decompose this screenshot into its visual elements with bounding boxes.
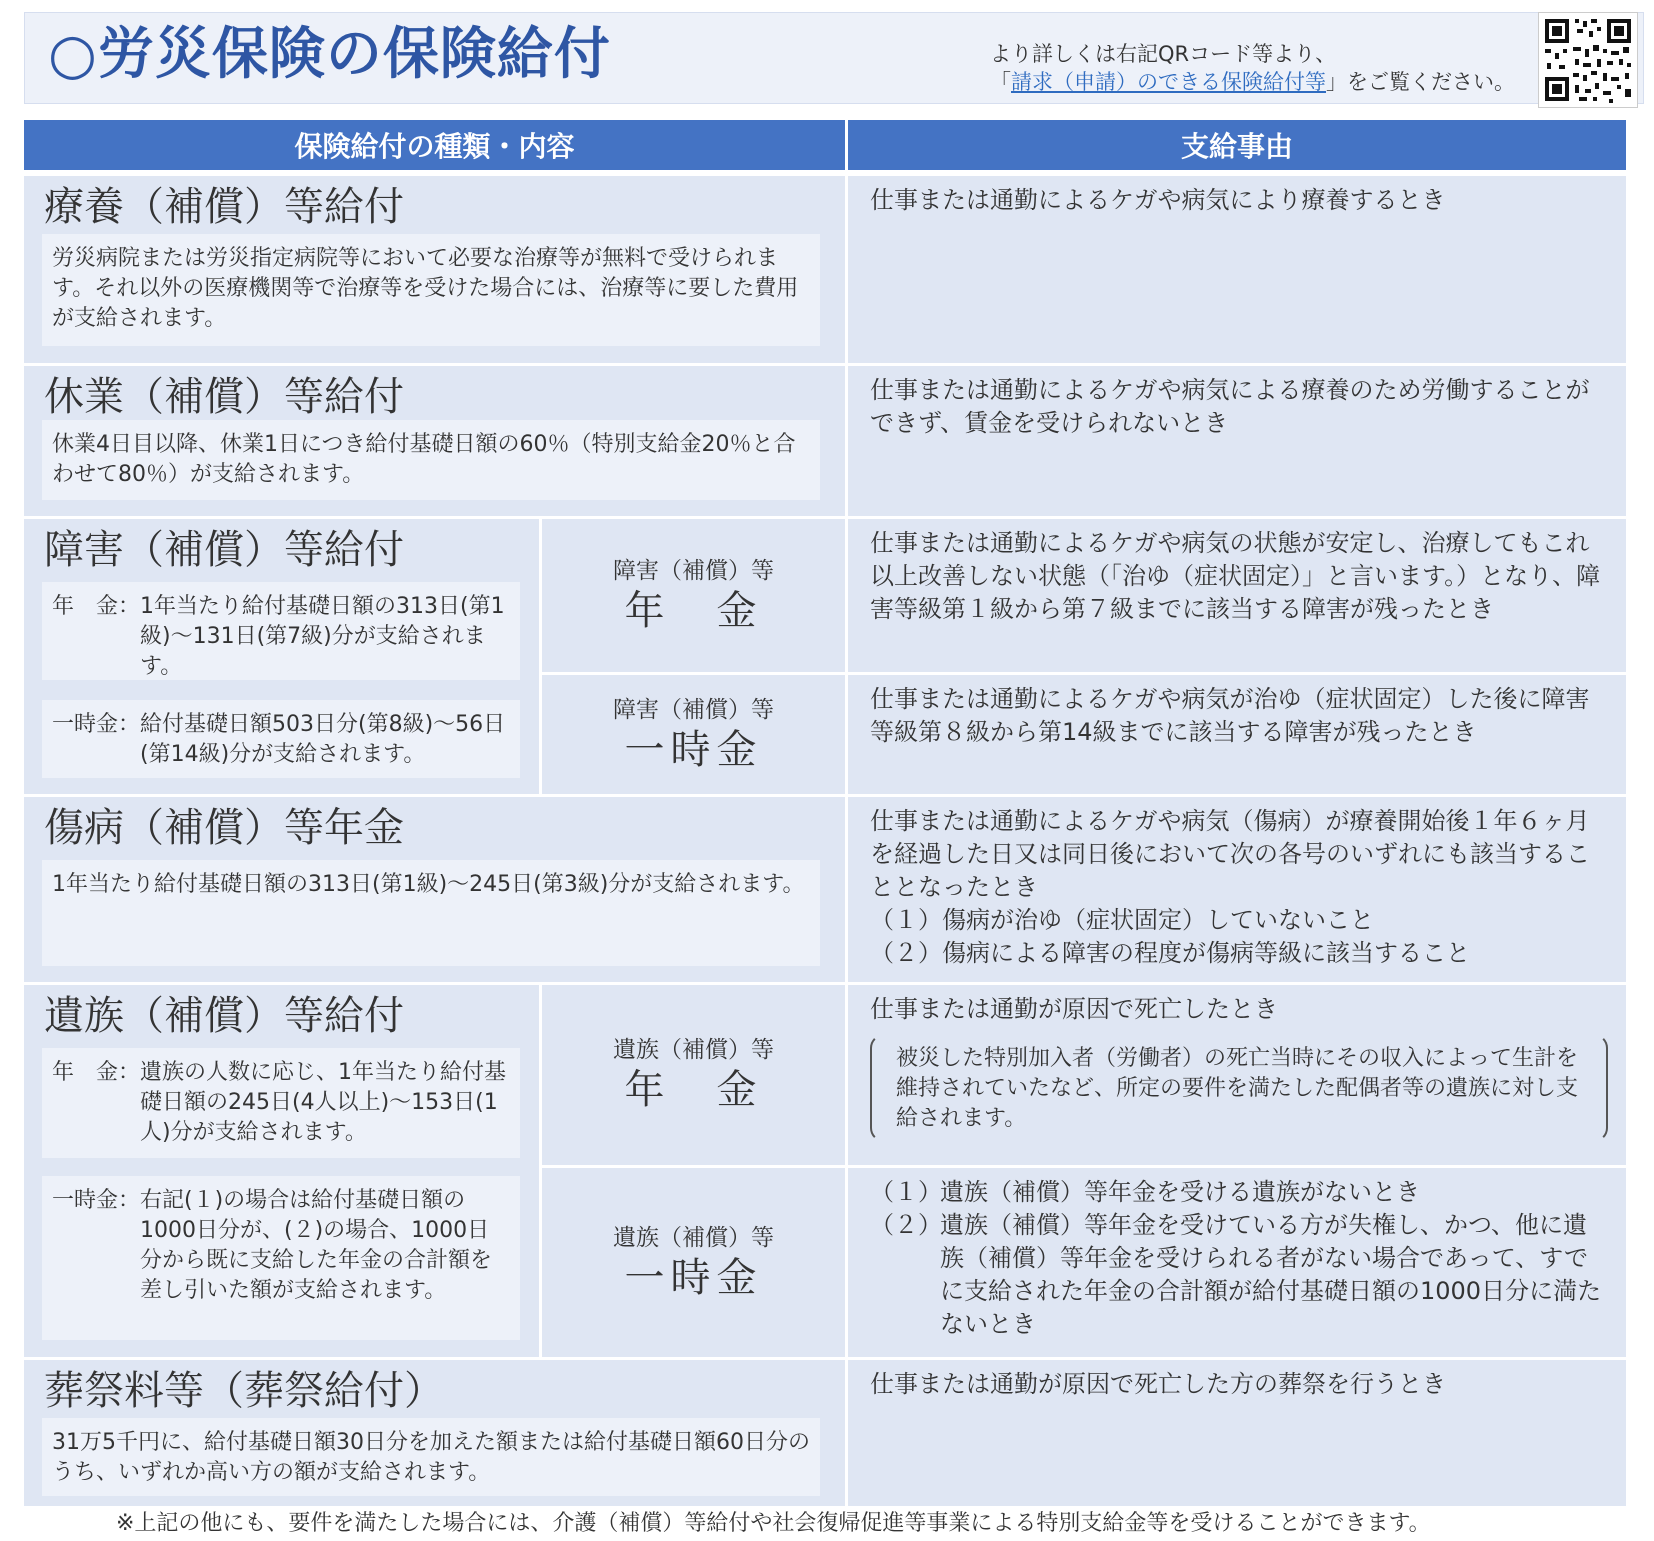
izoku-sub-ichiji-top: 遺族（補償）等	[613, 1224, 774, 1251]
izoku-list-item-1	[870, 1176, 1604, 1209]
row-ryoyo-title: 療養（補償）等給付	[44, 184, 404, 230]
benefits-link[interactable]: 請求（申請）のできる保険給付等	[1011, 70, 1326, 94]
column-header-type: 保険給付の種類・内容	[24, 120, 845, 170]
label-izoku-nenkin: 年 金：	[52, 1060, 141, 1085]
column-header-reason: 支給事由	[848, 120, 1626, 170]
sub-nenkin-top: 障害（補償）等	[613, 557, 774, 584]
sub-ichiji-top: 障害（補償）等	[613, 696, 774, 723]
izoku-sub-nenkin-bottom: 年 金	[624, 1067, 763, 1113]
row-shobyo-desc: 1年当たり給付基礎日額の313日(第1級)～245日(第3級)分が支給されます。	[42, 860, 820, 966]
row-izoku-reason1-text: 仕事または通勤が原因で死亡したとき	[870, 995, 1278, 1023]
row-sosai-title: 葬祭料等（葬祭給付）	[44, 1368, 444, 1414]
sub-nenkin-bottom: 年 金	[624, 587, 763, 634]
row-shobyo-item1: （１）傷病が治ゆ（症状固定）していないこと	[870, 906, 1374, 934]
header-note	[990, 40, 1540, 96]
row-shogai-reason1: 仕事または通勤によるケガや病気の状態が安定し、治療してもこれ以上改善しない状態（「治ゆ（症状固定）」と言います。）となり、障害等級第１級から第７級までに該当する障害が残ったとき	[848, 519, 1626, 672]
row-shogai-sub-nenkin	[542, 519, 845, 672]
header-note-suffix: 」をご覧ください。	[1326, 70, 1515, 94]
footnote: ※上記の他にも、要件を満たした場合には、介護（補償）等給付や社会復帰促進等事業による特別支給金等を受けることができます。	[116, 1511, 1431, 1536]
izoku-item2-number: （２）	[870, 1211, 942, 1239]
label-ichiji: 一時金：	[52, 712, 141, 737]
row-shobyo-item2: （２）傷病による障害の程度が傷病等級に該当すること	[870, 939, 1470, 967]
row-kyugyo-desc: 休業4日目以降、休業1日につき給付基礎日額の60％（特別支給金20％と合わせて80％）が支給されます。	[42, 420, 820, 500]
row-sosai-desc: 31万5千円に、給付基礎日額30日分を加えた額または給付基礎日額60日分のうち、いずれか高い方の額が支給されます。	[42, 1418, 820, 1496]
qr-code-graphic	[1539, 13, 1637, 107]
row-shogai-sub-ichiji	[542, 675, 845, 794]
header-note-prefix: 「	[990, 70, 1011, 94]
row-shogai-ichiji-desc	[42, 700, 520, 778]
row-izoku-sub-ichiji	[542, 1168, 845, 1357]
row-shogai-reason2: 仕事または通勤によるケガや病気が治ゆ（症状固定）した後に障害等級第８級から第14級までに該当する障害が残ったとき	[848, 675, 1626, 794]
izoku-item1-text: 遺族（補償）等年金を受ける遺族がないとき	[940, 1178, 1420, 1206]
row-shogai-title: 障害（補償）等給付	[44, 527, 404, 573]
row-izoku-title: 遺族（補償）等給付	[44, 993, 404, 1039]
row-izoku-ichiji-desc	[42, 1176, 520, 1340]
row-izoku-reason2	[848, 1168, 1626, 1357]
izoku-item2-text: 遺族（補償）等年金を受けている方が失権し、かつ、他に遺族（補償）等年金を受けられる者がない場合であって、すでに支給された年金の合計額が給付基礎日額の1000日分に満たないとき	[940, 1211, 1602, 1338]
text-ichiji: 給付基礎日額503日分(第8級)～56日(第14級)分が支給されます。	[140, 712, 506, 767]
row-shobyo-reason: 仕事または通勤によるケガや病気（傷病）が療養開始後１年６ヶ月を経過した日又は同日後において次の各号のいずれにも該当することとなったとき	[870, 807, 1590, 901]
label-izoku-ichiji: 一時金：	[52, 1188, 141, 1213]
izoku-sub-ichiji-bottom: 一時金	[624, 1254, 763, 1301]
header-note-line1: より詳しくは右記QRコード等より、	[990, 42, 1337, 66]
row-kyugyo-title: 休業（補償）等給付	[44, 374, 404, 420]
row-izoku-reason1-note: 被災した特別加入者（労働者）の死亡当時にその収入によって生計を維持されていたなど、所定の要件を満たした配偶者等の遺族に対し支給されます。	[870, 1034, 1608, 1142]
row-izoku-nenkin-desc	[42, 1048, 520, 1158]
text-izoku-nenkin: 遺族の人数に応じ、1年当たり給付基礎日額の245日(4人以上)～153日(1人)分が支給されます。	[140, 1060, 507, 1145]
label-nenkin: 年 金：	[52, 594, 141, 619]
text-izoku-ichiji: 右記(１)の場合は給付基礎日額の1000日分が、(２)の場合、1000日分から既に支給した年金の合計額を差し引いた額が支給されます。	[140, 1188, 493, 1303]
row-izoku-sub-nenkin	[542, 985, 845, 1165]
izoku-list-item-2	[870, 1209, 1604, 1341]
izoku-sub-nenkin-top: 遺族（補償）等	[613, 1037, 774, 1063]
row-kyugyo-reason: 仕事または通勤によるケガや病気による療養のため労働することができず、賃金を受けられないとき	[848, 366, 1626, 516]
row-shobyo-title: 傷病（補償）等年金	[44, 805, 404, 851]
qr-code-icon[interactable]	[1538, 12, 1638, 108]
text-nenkin: 1年当たり給付基礎日額の313日(第1級)～131日(第7級)分が支給されます。	[140, 594, 505, 679]
row-sosai-reason: 仕事または通勤が原因で死亡した方の葬祭を行うとき	[848, 1360, 1626, 1506]
row-ryoyo-desc: 労災病院または労災指定病院等において必要な治療等が無料で受けられます。それ以外の医療機関等で治療等を受けた場合には、治療等に要した費用が支給されます。	[42, 234, 820, 346]
row-ryoyo-reason: 仕事または通勤によるケガや病気により療養するとき	[848, 176, 1626, 363]
page-title: ○労災保険の保険給付	[48, 22, 611, 87]
row-shobyo-reason-cell	[848, 797, 1626, 982]
izoku-item1-number: （１）	[870, 1178, 942, 1206]
sub-ichiji-bottom: 一時金	[624, 726, 763, 773]
row-shogai-nenkin-desc	[42, 582, 520, 680]
